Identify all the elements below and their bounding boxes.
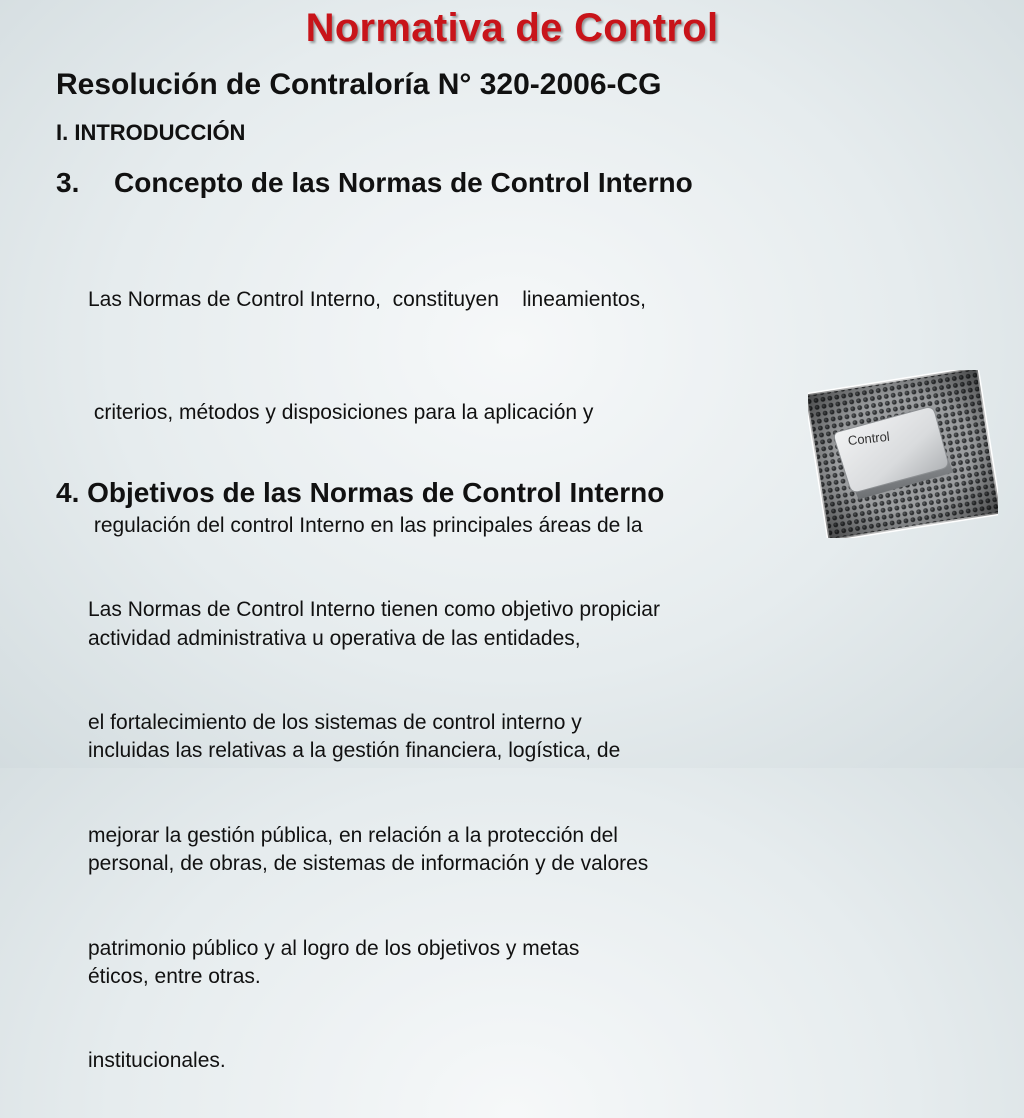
paragraph-line: regulación del control Interno en las principales áreas de la bbox=[88, 513, 643, 537]
section-heading: I. INTRODUCCIÓN bbox=[56, 120, 246, 145]
item3-number: 3. bbox=[56, 167, 80, 198]
slide-subtitle: Resolución de Contraloría N° 320-2006-CG bbox=[56, 68, 662, 101]
item4-paragraph bbox=[88, 516, 660, 1118]
paragraph-line: patrimonio público y al logro de los objetivos y metas bbox=[88, 936, 580, 960]
key-label: Control bbox=[847, 428, 891, 449]
paragraph-line: Las Normas de Control Interno tienen como objetivo propiciar bbox=[88, 598, 660, 622]
item3-heading-text: Concepto de las Normas de Control Interno bbox=[114, 167, 693, 198]
paragraph-line: criterios, métodos y disposiciones para la aplicación y bbox=[88, 400, 594, 424]
paragraph-line: actividad administrativa u operativa de las entidades, bbox=[88, 626, 581, 650]
control-key-image bbox=[808, 370, 998, 538]
paragraph-line: personal, de obras, de sistemas de información y de valores bbox=[88, 852, 649, 876]
slide-title: Normativa de Control bbox=[305, 6, 719, 50]
paragraph-line: Las Normas de Control Interno, constituyen lineamientos, bbox=[88, 288, 646, 312]
paragraph-line: incluidas las relativas a la gestión financiera, logística, de bbox=[88, 739, 621, 763]
paragraph-line: mejorar la gestión pública, en relación a la protección del bbox=[88, 823, 618, 847]
item4-heading: 4. Objetivos de las Normas de Control Interno bbox=[56, 477, 665, 508]
paragraph-line: institucionales. bbox=[88, 1049, 226, 1073]
paragraph-line: éticos, entre otras. bbox=[88, 964, 261, 988]
paragraph-line: el fortalecimiento de los sistemas de control interno y bbox=[88, 710, 582, 734]
item3-heading bbox=[56, 166, 693, 200]
